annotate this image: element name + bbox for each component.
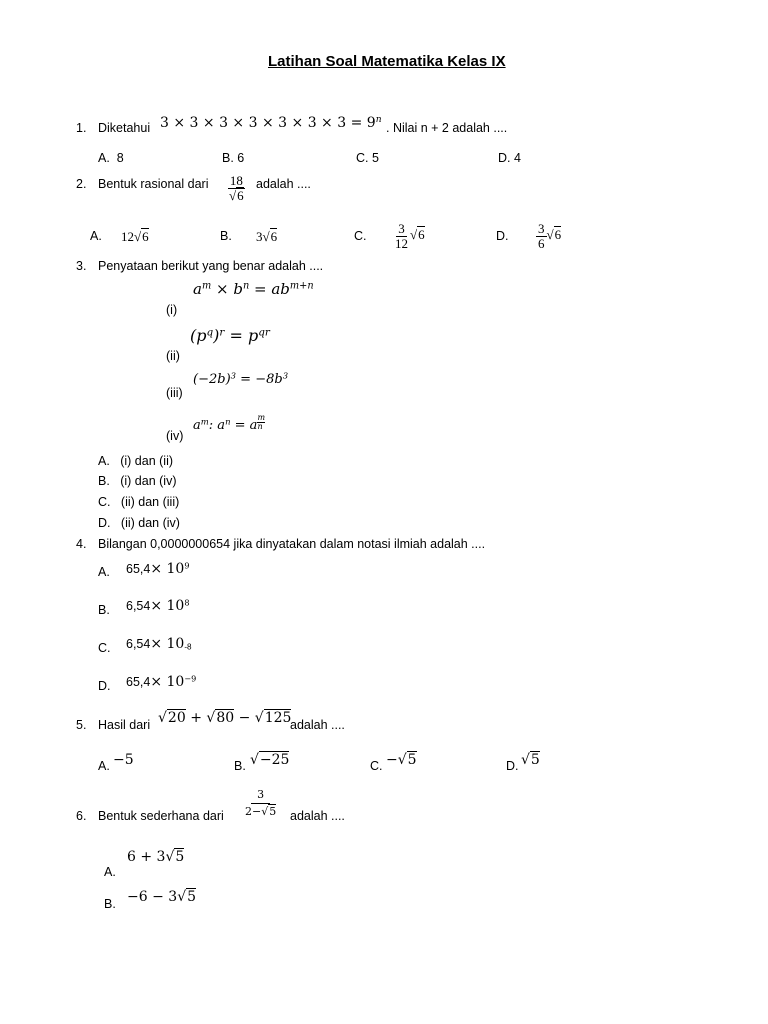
statement-i-math: $a^m \times b^n = ab^{m+n}$ — [193, 280, 314, 298]
question-text: Bentuk rasional dari — [98, 177, 209, 191]
question-number: 1. — [76, 121, 87, 135]
option-b-label: B. — [234, 759, 246, 773]
question-text-end: . Nilai n + 2 adalah .... — [386, 121, 508, 135]
statement-iv-math: $a^m$: $a^n = a$ $\frac{m}{n}$ — [193, 413, 266, 433]
option-b-label: B. — [220, 229, 232, 243]
option-b-math: −6 − 3√5 — [127, 889, 197, 905]
statement-i-label: (i) — [166, 303, 178, 317]
math-expression: $3 \times 3 \times 3 \times 3 \times 3 \times 3 \times 3 = 9^n$ — [160, 115, 382, 131]
question-number: 4. — [76, 537, 87, 551]
option-c-label: C. — [98, 641, 111, 655]
fraction: $\frac{3}{2-√5}$ — [245, 788, 277, 818]
option-d-label: D. — [496, 229, 509, 243]
page-title: Latihan Soal Matematika Kelas IX — [268, 53, 506, 70]
option-a: A. (i) dan (ii) — [98, 454, 174, 468]
option-c: C. (ii) dan (iii) — [98, 495, 180, 509]
option-c-math: −√5 — [386, 752, 417, 768]
option-a-math: 6 + 3√5 — [127, 849, 185, 865]
option-b-label: B. — [98, 603, 110, 617]
option-d: D. 4 — [498, 151, 521, 165]
question-number: 6. — [76, 809, 87, 823]
option-b-label: B. — [104, 897, 116, 911]
option-d-math: $\frac{3}{6}$ √6 — [538, 221, 562, 251]
statement-iv-label: (iv) — [166, 429, 184, 443]
statement-iii-math: $(-2b)^3 = -8b^3$ — [193, 370, 289, 387]
option-d-math: $65,4\times 10^{-9}$ — [126, 673, 197, 690]
statement-ii-math: $(p^q)^r = p^{qr}$ — [190, 326, 270, 345]
option-a-label: A. — [98, 565, 110, 579]
option-b: B. 6 — [222, 151, 245, 165]
question-text: Penyataan berikut yang benar adalah .... — [98, 259, 324, 273]
question-text: Hasil dari — [98, 718, 151, 732]
question-text: Diketahui — [98, 121, 151, 135]
option-b-math: √−25 — [250, 752, 290, 768]
option-a-label: A. — [98, 759, 110, 773]
option-c-math: $\frac{3}{12}$ √6 — [395, 221, 425, 251]
option-a-math: 12√6 — [121, 229, 149, 244]
question-number: 5. — [76, 718, 87, 732]
question-text: Bentuk sederhana dari — [98, 809, 224, 823]
question-text-end: adalah .... — [256, 177, 311, 191]
option-d: D. (ii) dan (iv) — [98, 516, 180, 530]
option-a: A. 8 — [98, 151, 124, 165]
question-text: Bilangan 0,0000000654 jika dinyatakan dalam notasi ilmiah adalah .... — [98, 537, 486, 551]
statement-iii-label: (iii) — [166, 386, 183, 400]
option-c-math: $6,54\times 10_{-8}$ — [126, 636, 192, 652]
question-text-end: adalah .... — [290, 718, 345, 732]
option-b-math: $6,54\times 10^8$ — [126, 597, 190, 614]
option-d-label: D. — [506, 759, 519, 773]
option-a-math: $65,4\times 10^9$ — [126, 560, 190, 577]
option-b: B. (i) dan (iv) — [98, 474, 177, 488]
option-b-math: 3√6 — [256, 229, 278, 244]
option-a-math: −5 — [113, 752, 134, 768]
fraction: $\frac{18}{√6}$ — [229, 173, 244, 203]
option-c-label: C. — [370, 759, 383, 773]
question-number: 2. — [76, 177, 87, 191]
question-text-end: adalah .... — [290, 809, 345, 823]
option-c: C. 5 — [356, 151, 379, 165]
option-c-label: C. — [354, 229, 367, 243]
math-expression: √20 + √80 − √125 — [158, 710, 292, 726]
option-a-label: A. — [104, 865, 116, 879]
option-d-label: D. — [98, 679, 111, 693]
statement-ii-label: (ii) — [166, 349, 180, 363]
option-d-math: √5 — [521, 752, 540, 768]
option-a-label: A. — [90, 229, 102, 243]
question-number: 3. — [76, 259, 87, 273]
